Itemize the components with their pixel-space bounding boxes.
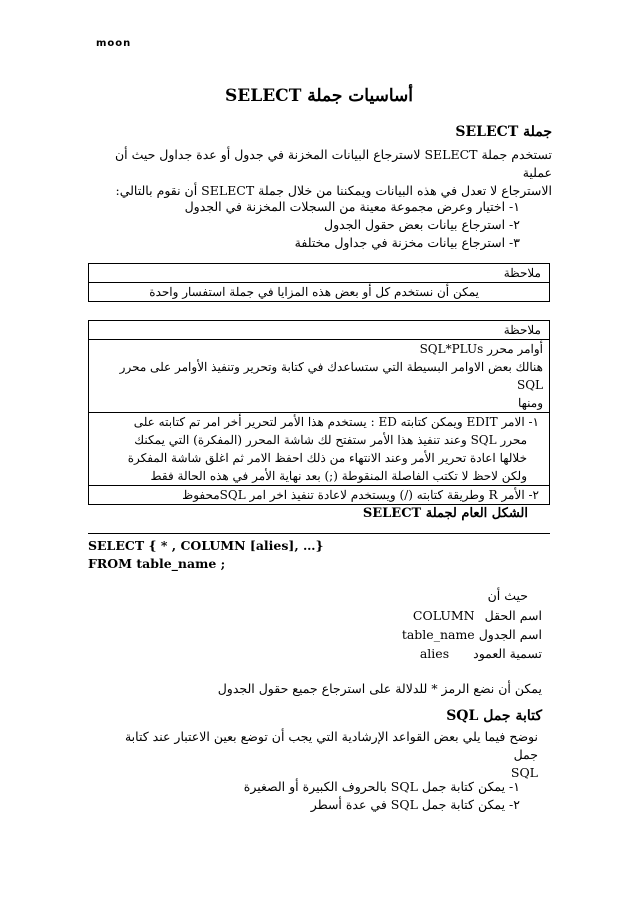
- select-list: [100, 198, 520, 252]
- definitions-intro: حيث أن: [487, 588, 528, 603]
- select-paragraph-line-2: الاسترجاع لا تعدل في هذه البيانات ويمكننا من خلال جملة SELECT أن نقوم بالتالي:: [115, 183, 552, 198]
- list-item: ١- اختيار وعرض مجموعة معينة من السجلات المخزنة في الجدول: [184, 199, 520, 214]
- definition-row: [322, 606, 542, 625]
- note-item-line: ١- الامر EDIT ويمكن كتابته ED : يستخدم هذا الأمر لتحرير أخر امر تم كتابته على: [133, 415, 539, 429]
- note-label: ملاحظة: [89, 321, 549, 340]
- definition-term: table_name: [401, 627, 475, 642]
- note-intro-line-1: هنالك بعض الاوامر البسيطة التي ستساعدك في كتابة وتحرير وتنفيذ الأوامر على محرر SQL: [119, 360, 543, 392]
- note-item-line: محرر SQL وعند تنفيذ هذا الأمر ستفتح لك شاشة المحرر (المفكرة) التي يمكنك: [134, 433, 527, 447]
- syntax-line-1: SELECT { * , COLUMN [alies], …}: [88, 538, 324, 553]
- definition-term: alies: [419, 646, 450, 661]
- note-item-r: ٢- الأمر R وطريقة كتابته (/) ويستخدم لاعادة تنفيذ اخر امر SQLمحفوظ: [182, 488, 539, 502]
- page-title: أساسيات جملة SELECT: [225, 86, 413, 106]
- note-item-edit: [89, 413, 549, 486]
- writing-paragraph-line-1: نوضح فيما يلي بعض القواعد الإرشادية التي يجب أن توضع بعين الاعتبار عند كتابة جمل: [124, 729, 538, 762]
- note-label: ملاحظة: [89, 264, 549, 283]
- definition-row: [322, 625, 542, 644]
- definition-meaning: تسمية العمود: [473, 646, 542, 661]
- note-intro: [89, 340, 549, 413]
- writing-paragraph: [100, 728, 538, 782]
- note-subtitle: أوامر محرر SQL*PLUs: [419, 342, 543, 356]
- note-text: يمكن أن نستخدم كل أو بعض هذه المزايا في جملة استفسار واحدة: [149, 285, 479, 299]
- list-item: ٢- يمكن كتابة جمل SQL في عدة أسطر: [310, 797, 520, 812]
- definition-meaning: اسم الجدول: [478, 627, 542, 642]
- list-item: ٢- استرجاع بيانات بعض حقول الجدول: [324, 217, 520, 232]
- writing-heading: كتابة جمل SQL: [446, 708, 542, 724]
- select-paragraph: [86, 146, 552, 200]
- note-box-1: [88, 263, 550, 302]
- note-intro-line-2: ومنها: [517, 396, 543, 410]
- definition-row: [322, 644, 542, 663]
- definitions-table: [322, 606, 542, 663]
- definition-term: COLUMN: [412, 608, 475, 623]
- syntax-block: [88, 533, 550, 573]
- list-item: ١- يمكن كتابة جمل SQL بالحروف الكبيرة أو الصغيرة: [243, 779, 520, 794]
- note-item-line: خلالها اعادة تحرير الأمر وعند الانتهاء من ذلك احفظ الامر ثم اغلق شاشة المفكرة: [127, 451, 527, 465]
- syntax-line-2: FROM table_name ;: [88, 556, 226, 571]
- writing-paragraph-line-2: SQL: [510, 765, 538, 780]
- star-note: يمكن أن نضع الرمز * للدلالة على استرجاع جميع حقول الجدول: [217, 681, 542, 696]
- select-paragraph-line-1: تستخدم جملة SELECT لاسترجاع البيانات المخزنة في جدول أو عدة جداول حيث أن عملية: [114, 147, 552, 180]
- logo: moon: [96, 38, 132, 49]
- writing-list: [200, 778, 520, 814]
- select-heading: جملة SELECT: [455, 124, 552, 140]
- note-box-2: [88, 320, 550, 505]
- note-item-line: ولكن لاحظ لا تكتب الفاصلة المنقوطة (;) بعد نهاية الأمر في هذه الحالة فقط: [150, 469, 527, 483]
- general-form-heading: الشكل العام لجملة SELECT: [362, 506, 528, 521]
- list-item: ٣- استرجاع بيانات مخزنة في جداول مختلفة: [294, 235, 520, 250]
- definition-meaning: اسم الحقل: [484, 608, 542, 623]
